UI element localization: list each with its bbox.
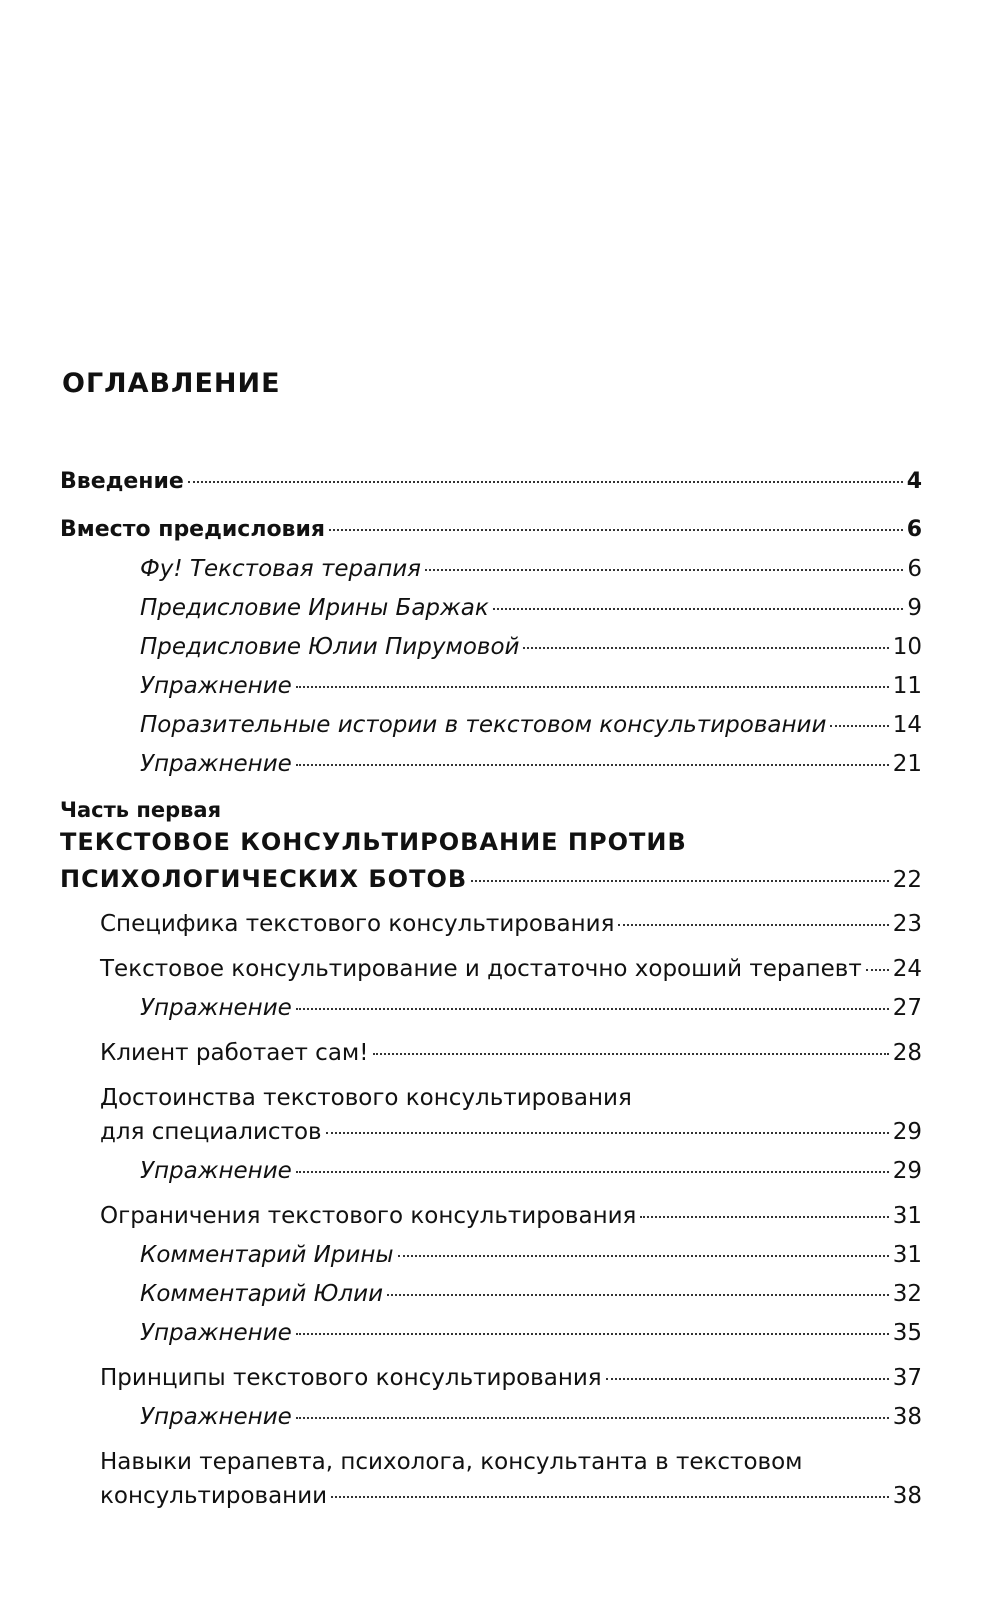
toc-entry xyxy=(140,748,922,780)
toc-entry xyxy=(100,1037,922,1069)
entry-page: 6 xyxy=(906,517,922,542)
entry-title: Специфика текстового консультирования xyxy=(100,911,615,937)
toc-entry xyxy=(100,1200,922,1232)
entry-page: 29 xyxy=(892,1158,922,1184)
entry-title: Вместо предисловия xyxy=(60,517,326,542)
entry-title: Ограничения текстового консультирования xyxy=(100,1203,637,1229)
entry-page: 35 xyxy=(892,1320,922,1346)
entry-title: Клиент работает сам! xyxy=(100,1040,369,1066)
entry-page: 23 xyxy=(892,911,922,937)
toc-entry xyxy=(140,1317,922,1349)
entry-title: Фу! Текстовая терапия xyxy=(140,556,422,582)
entry-title: Поразительные истории в текстовом консультировании xyxy=(140,712,827,738)
toc-entry xyxy=(140,709,922,741)
entry-page: 22 xyxy=(892,867,922,893)
entry-page: 27 xyxy=(892,995,922,1021)
toc-entry xyxy=(140,992,922,1024)
toc-entry xyxy=(100,953,922,985)
toc-entry xyxy=(140,592,922,624)
leader-dots xyxy=(398,1255,889,1257)
part-label: Часть первая xyxy=(60,798,222,822)
leader-dots xyxy=(296,764,889,766)
entry-page: 31 xyxy=(892,1242,922,1268)
entry-title: Упражнение xyxy=(140,673,292,699)
part-title-line1: ТЕКСТОВОЕ КОНСУЛЬТИРОВАНИЕ ПРОТИВ xyxy=(60,828,687,856)
entry-title: Введение xyxy=(60,469,184,494)
entry-title: Принципы текстового консультирования xyxy=(100,1365,602,1391)
entry-title: Упражнение xyxy=(140,751,292,777)
entry-title: Упражнение xyxy=(140,1404,292,1430)
entry-page: 6 xyxy=(907,556,922,582)
part-title-line2: ПСИХОЛОГИЧЕСКИХ БОТОВ xyxy=(60,865,468,893)
entry-title: Предисловие Ирины Баржак xyxy=(140,595,489,621)
toc-entry xyxy=(100,1480,922,1512)
toc-entry xyxy=(100,908,922,940)
leader-dots xyxy=(296,1008,889,1010)
leader-dots xyxy=(387,1294,889,1296)
toc-entry xyxy=(140,1155,922,1187)
entry-page: 29 xyxy=(892,1119,922,1145)
entry-page: 24 xyxy=(892,956,922,982)
entry-page: 10 xyxy=(892,634,922,660)
entry-title-line1: Навыки терапевта, психолога, консультанта в текстовом xyxy=(100,1449,803,1475)
leader-dots xyxy=(830,725,888,727)
entry-page: 32 xyxy=(892,1281,922,1307)
entry-title: Комментарий Юлии xyxy=(140,1281,384,1307)
leader-dots xyxy=(373,1053,889,1055)
leader-dots xyxy=(866,969,889,971)
entry-title-line1: Достоинства текстового консультирования xyxy=(100,1085,632,1111)
leader-dots xyxy=(296,1171,889,1173)
leader-dots xyxy=(471,880,889,882)
entry-title: Текстовое консультирование и достаточно хороший терапевт xyxy=(100,956,862,982)
entry-page: 38 xyxy=(892,1404,922,1430)
toc-entry-introduction xyxy=(60,466,922,498)
toc-entry xyxy=(140,1401,922,1433)
entry-title: Комментарий Ирины xyxy=(140,1242,394,1268)
entry-page: 9 xyxy=(907,595,922,621)
toc-entry xyxy=(140,553,922,585)
toc-entry xyxy=(140,1278,922,1310)
leader-dots xyxy=(640,1216,888,1218)
leader-dots xyxy=(188,481,903,483)
toc-entry xyxy=(100,1362,922,1394)
leader-dots xyxy=(606,1378,889,1380)
leader-dots xyxy=(326,1132,889,1134)
entry-title: Упражнение xyxy=(140,1158,292,1184)
entry-page: 28 xyxy=(892,1040,922,1066)
leader-dots xyxy=(618,924,888,926)
entry-page: 37 xyxy=(892,1365,922,1391)
entry-page: 4 xyxy=(906,469,922,494)
toc-entry-part-one xyxy=(60,863,922,895)
entry-page: 14 xyxy=(892,712,922,738)
leader-dots xyxy=(425,569,903,571)
toc-heading: ОГЛАВЛЕНИЕ xyxy=(62,368,281,399)
leader-dots xyxy=(329,529,903,531)
leader-dots xyxy=(296,686,889,688)
leader-dots xyxy=(331,1496,889,1498)
entry-title: для специалистов xyxy=(100,1119,322,1145)
leader-dots xyxy=(296,1417,889,1419)
toc-entry xyxy=(100,1116,922,1148)
entry-page: 31 xyxy=(892,1203,922,1229)
entry-title: Упражнение xyxy=(140,995,292,1021)
leader-dots xyxy=(493,608,904,610)
entry-page: 21 xyxy=(892,751,922,777)
toc-entry xyxy=(140,1239,922,1271)
toc-entry-instead-of-preface xyxy=(60,514,922,546)
leader-dots xyxy=(296,1333,889,1335)
entry-page: 38 xyxy=(892,1483,922,1509)
entry-page: 11 xyxy=(892,673,922,699)
toc-entry xyxy=(140,631,922,663)
entry-title: консультировании xyxy=(100,1483,328,1509)
entry-title: Предисловие Юлии Пирумовой xyxy=(140,634,520,660)
leader-dots xyxy=(523,647,888,649)
entry-title: Упражнение xyxy=(140,1320,292,1346)
toc-entry xyxy=(140,670,922,702)
